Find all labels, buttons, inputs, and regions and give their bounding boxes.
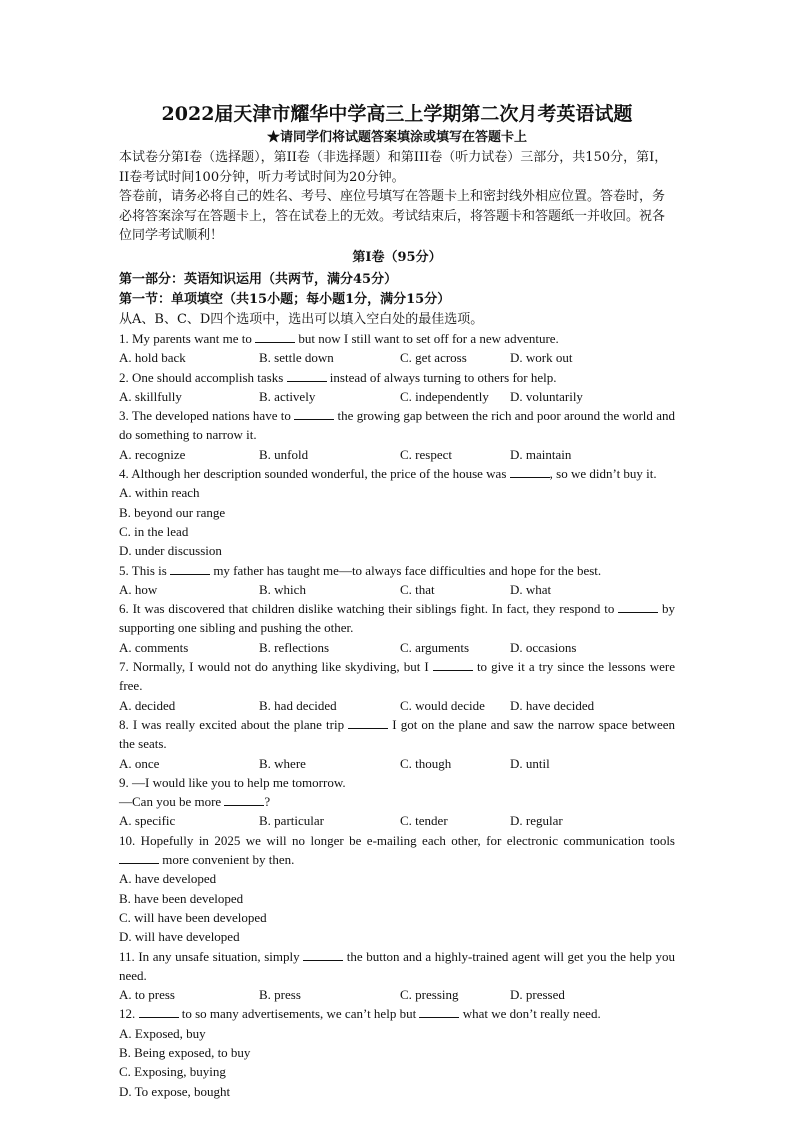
answer-blank: [303, 948, 343, 961]
options-grid: [119, 869, 675, 946]
option-b: B. have been developed: [119, 890, 244, 906]
option-c: C. Exposing, buying: [119, 1064, 226, 1080]
option-b: B. had decided: [259, 697, 337, 713]
answer-blank: [119, 851, 159, 864]
question: [119, 561, 675, 600]
answer-blank: [618, 600, 658, 613]
options-row: [119, 387, 675, 406]
question: [119, 368, 675, 407]
question-stem: 4. Although her description sounded wonderful, the price of the house was , so we didn’t buy it.: [119, 466, 657, 482]
question: [119, 1004, 675, 1100]
options-row: [119, 985, 675, 1004]
question: [119, 329, 675, 368]
option-d: D. voluntarily: [510, 388, 583, 404]
option-d: D. work out: [510, 350, 573, 366]
question-reply: —Can you be more ?: [119, 794, 271, 810]
options-row: [119, 580, 675, 599]
option-c: C. that: [400, 581, 435, 597]
options-row: [119, 445, 675, 464]
question: [119, 599, 675, 657]
answer-blank: [224, 793, 264, 806]
answer-sheet-notice: ★请同学们将试题答案填涂或填写在答题卡上: [266, 130, 527, 145]
exam-page: [119, 96, 675, 1101]
options-row: [119, 348, 675, 367]
option-a: A. to press: [119, 987, 175, 1003]
option-c: C. get across: [400, 350, 467, 366]
options-row: [119, 696, 675, 715]
option-b: B. particular: [259, 813, 324, 829]
option-a: A. comments: [119, 639, 189, 655]
answer-blank: [139, 1005, 179, 1018]
option-b: B. Being exposed, to buy: [119, 1044, 251, 1060]
option-a: A. decided: [119, 697, 176, 713]
question-stem: 12. to so many advertisements, we can’t help but what we don’t really need.: [119, 1006, 601, 1022]
question-stem: 10. Hopefully in 2025 we will no longer be e-mailing each other, for electronic communication tools more convenient by then.: [119, 832, 675, 868]
option-c: C. in the lead: [119, 523, 189, 539]
answer-blank: [294, 407, 334, 420]
option-c: C. would decide: [400, 697, 485, 713]
question-stem: 3. The developed nations have to the growing gap between the rich and poor around the world and do something to narrow it.: [119, 408, 675, 443]
question: [119, 406, 675, 464]
question-stem: 7. Normally, I would not do anything like skydiving, but I to give it a try since the lessons were free.: [119, 659, 675, 694]
option-b: B. which: [259, 581, 306, 597]
option-c: C. respect: [400, 446, 452, 462]
answer-blank: [287, 369, 327, 382]
section-instruction: 从A、B、C、D四个选项中，选出可以填入空白处的最佳选项。: [119, 311, 484, 327]
option-a: A. recognize: [119, 446, 186, 462]
option-d: D. maintain: [510, 446, 572, 462]
question: [119, 773, 675, 831]
option-d: D. pressed: [510, 987, 565, 1003]
option-a: A. once: [119, 755, 160, 771]
option-a: A. have developed: [119, 871, 217, 887]
intro-paragraph-2: 答卷前，请务必将自己的姓名、考号、座位号填写在答题卡上和密封线外相应位置。答卷时，务必将答案涂写在答题卡上，答在试卷上的无效。考试结束后，将答题卡和答题纸一并收回。祝各位同学考试顺利！: [119, 189, 666, 243]
intro-paragraph-1: 本试卷分第I卷（选择题），第II卷（非选择题）和第III卷（听力试卷）三部分，共150分，第I，II卷考试时间100分钟，听力考试时间为20分钟。: [119, 150, 668, 185]
question: [119, 831, 675, 947]
option-d: D. what: [510, 581, 552, 597]
option-b: B. actively: [259, 388, 316, 404]
option-d: D. will have developed: [119, 929, 240, 945]
options-row: [119, 754, 675, 773]
option-c: C. will have been developed: [119, 909, 267, 925]
options-grid: [119, 1024, 675, 1101]
option-d: D. under discussion: [119, 543, 222, 559]
options-row: [119, 638, 675, 657]
answer-blank: [170, 562, 210, 575]
option-c: C. though: [400, 755, 452, 771]
part-heading: 第一部分：英语知识运用（共两节，满分45分）: [119, 271, 398, 287]
question: [119, 464, 675, 560]
question: [119, 657, 675, 715]
option-d: D. until: [510, 755, 550, 771]
option-b: B. settle down: [259, 350, 334, 366]
option-a: A. specific: [119, 813, 176, 829]
question-stem: 2. One should accomplish tasks instead of always turning to others for help.: [119, 369, 557, 385]
option-a: A. within reach: [119, 485, 200, 501]
option-b: B. press: [259, 987, 301, 1003]
question: [119, 715, 675, 773]
option-c: C. independently: [400, 388, 489, 404]
option-c: C. tender: [400, 813, 448, 829]
answer-blank: [510, 465, 550, 478]
option-d: D. To expose, bought: [119, 1083, 231, 1099]
option-a: A. how: [119, 581, 158, 597]
question-stem: 5. This is my father has taught me—to always face difficulties and hope for the best.: [119, 562, 602, 578]
question-stem: 1. My parents want me to but now I still want to set off for a new adventure.: [119, 331, 559, 346]
options-grid: [119, 483, 675, 560]
option-b: B. where: [259, 755, 306, 771]
question-stem: 9. —I would like you to help me tomorrow.: [119, 774, 346, 790]
question-stem: 6. It was discovered that children dislike watching their siblings fight. In fact, they respond to by supporting one sibling and pushing the other.: [119, 601, 675, 636]
answer-blank: [348, 716, 388, 729]
option-d: D. occasions: [510, 639, 577, 655]
option-c: C. arguments: [400, 639, 470, 655]
question-stem: 11. In any unsafe situation, simply the button and a highly-trained agent will get you the help you need.: [119, 948, 676, 983]
subsection-heading: 第一节：单项填空（共15小题；每小题1分，满分15分）: [119, 291, 451, 307]
question-stem: 8. I was really excited about the plane trip I got on the plane and saw the narrow space between the seats.: [119, 716, 675, 752]
answer-blank: [433, 658, 473, 671]
options-row: [119, 811, 675, 830]
option-b: B. unfold: [259, 446, 309, 462]
option-b: B. reflections: [259, 639, 330, 655]
answer-blank: [419, 1005, 459, 1018]
option-c: C. pressing: [400, 987, 459, 1003]
exam-title: 2022届天津市耀华中学高三上学期第二次月考英语试题: [161, 103, 633, 125]
option-a: A. Exposed, buy: [119, 1025, 206, 1041]
option-b: B. beyond our range: [119, 504, 226, 520]
answer-blank: [255, 330, 295, 343]
volume-heading: 第I卷（95分）: [352, 249, 442, 265]
option-d: D. regular: [510, 813, 563, 829]
question: [119, 947, 675, 1005]
option-a: A. hold back: [119, 350, 186, 366]
option-d: D. have decided: [510, 697, 595, 713]
option-a: A. skillfully: [119, 388, 182, 404]
